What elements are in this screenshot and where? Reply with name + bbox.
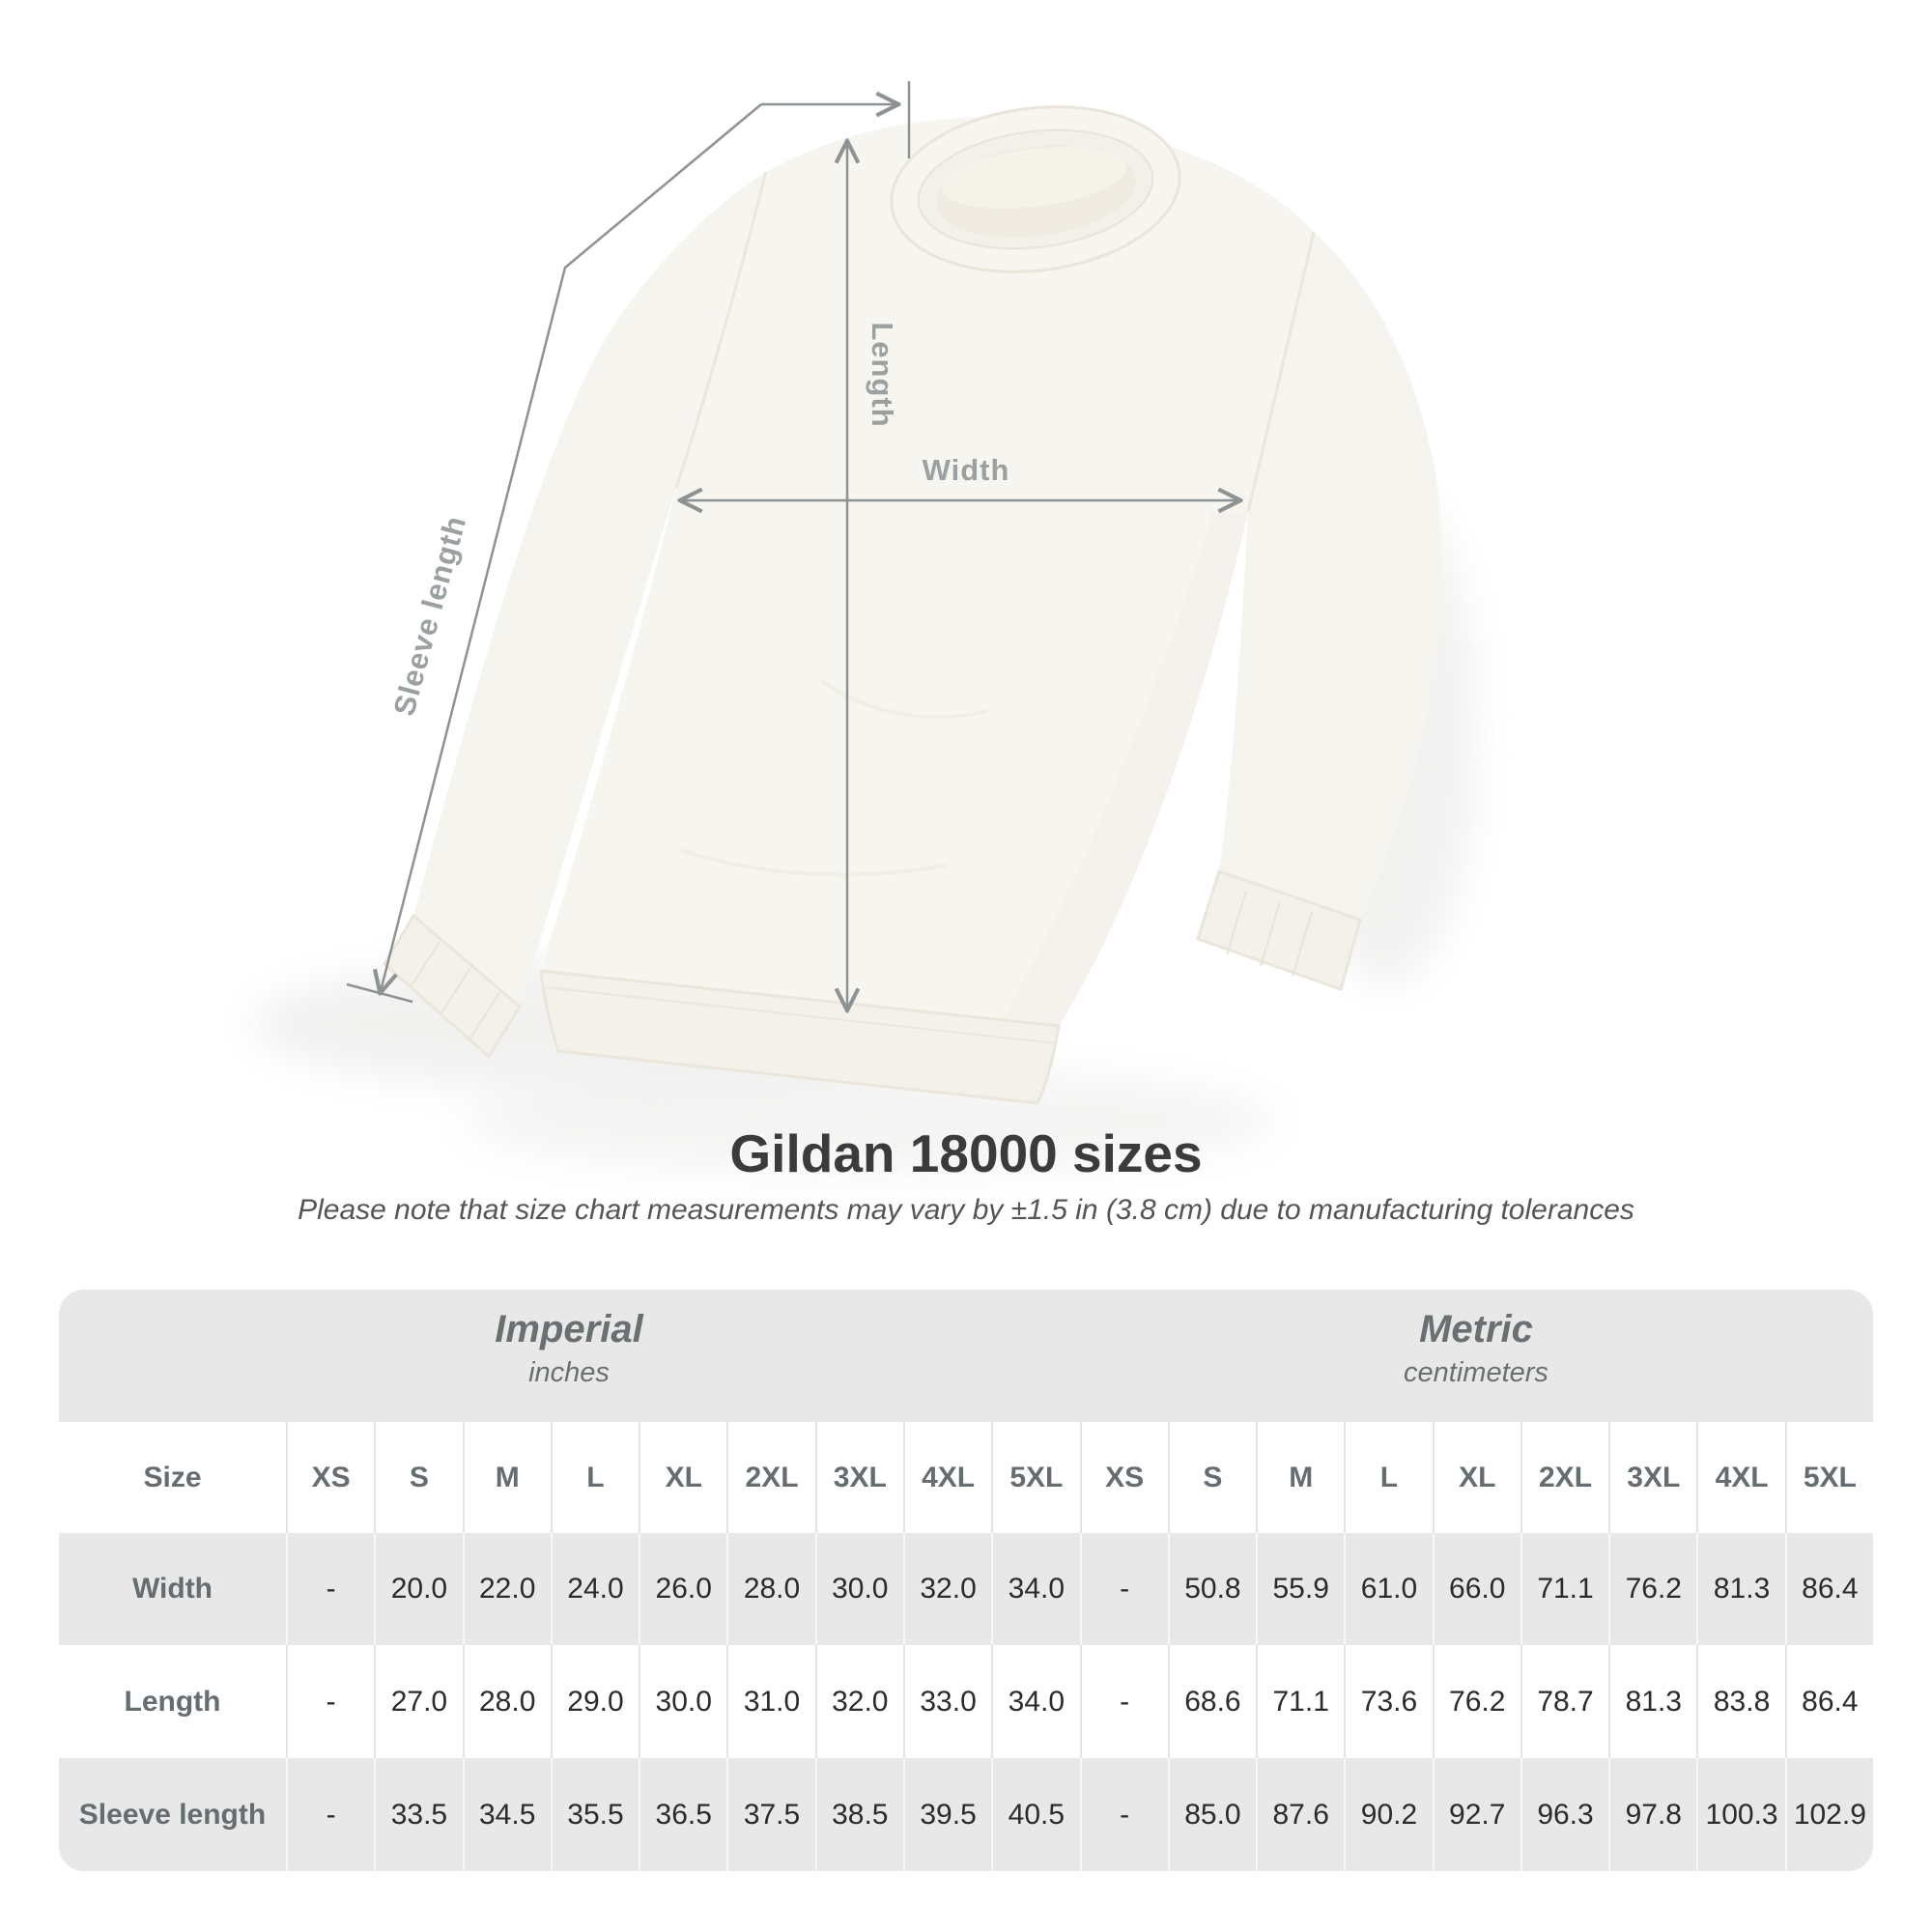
measurement-cell: -: [1080, 1645, 1168, 1758]
measurement-cell: 100.3: [1696, 1758, 1784, 1871]
size-column-header: XL: [1433, 1422, 1520, 1533]
measurement-cell: 73.6: [1344, 1645, 1432, 1758]
imperial-header: [59, 1290, 1079, 1422]
measurement-cell: 96.3: [1520, 1758, 1608, 1871]
measurement-cell: 50.8: [1168, 1533, 1256, 1645]
measurement-cell: 32.0: [815, 1645, 903, 1758]
measurement-cell: 40.5: [991, 1758, 1079, 1871]
metric-header: [1079, 1290, 1873, 1422]
unit-header-band: [59, 1290, 1873, 1422]
measurement-cell: -: [1080, 1533, 1168, 1645]
measurement-cell: 87.6: [1256, 1758, 1344, 1871]
size-column-header: S: [1168, 1422, 1256, 1533]
length-label: Length: [866, 322, 899, 428]
page-subtitle: Please note that size chart measurements may vary by ±1.5 in (3.8 cm) due to manufacturing tolerances: [298, 1194, 1634, 1226]
measurement-cell: -: [286, 1533, 374, 1645]
measurement-cell: 78.7: [1520, 1645, 1608, 1758]
imperial-unit-sub: inches: [528, 1357, 610, 1388]
measurement-cell: 85.0: [1168, 1758, 1256, 1871]
measurement-cell: 37.5: [726, 1758, 814, 1871]
measurement-cell: 90.2: [1344, 1758, 1432, 1871]
measurement-cell: 92.7: [1433, 1758, 1520, 1871]
size-column-header: L: [551, 1422, 639, 1533]
measurement-cell: 33.0: [903, 1645, 991, 1758]
measurement-cell: 27.0: [374, 1645, 462, 1758]
measurement-cell: 76.2: [1608, 1533, 1696, 1645]
measurement-cell: 31.0: [726, 1645, 814, 1758]
measurement-cell: 28.0: [726, 1533, 814, 1645]
measurement-cell: 36.5: [639, 1758, 726, 1871]
measurement-cell: 81.3: [1608, 1645, 1696, 1758]
measurement-cell: 28.0: [463, 1645, 551, 1758]
measurement-cell: 97.8: [1608, 1758, 1696, 1871]
size-column-header: L: [1344, 1422, 1432, 1533]
measurement-cell: 66.0: [1433, 1533, 1520, 1645]
measurement-cell: 55.9: [1256, 1533, 1344, 1645]
measurement-cell: 76.2: [1433, 1645, 1520, 1758]
measurement-cell: 68.6: [1168, 1645, 1256, 1758]
measurement-cell: -: [286, 1758, 374, 1871]
size-table: [59, 1290, 1873, 1871]
measurement-cell: 26.0: [639, 1533, 726, 1645]
measurement-cell: -: [1080, 1758, 1168, 1871]
measurement-cell: 86.4: [1785, 1533, 1873, 1645]
size-column-header: Size: [59, 1422, 286, 1533]
metric-unit-sub: centimeters: [1404, 1357, 1548, 1388]
size-column-header: XS: [1080, 1422, 1168, 1533]
size-column-header: 3XL: [1608, 1422, 1696, 1533]
measurement-cell: -: [286, 1645, 374, 1758]
measurement-cell: 29.0: [551, 1645, 639, 1758]
size-column-header: 2XL: [726, 1422, 814, 1533]
size-column-header: 4XL: [903, 1422, 991, 1533]
size-column-header: XS: [286, 1422, 374, 1533]
size-column-header: 5XL: [991, 1422, 1079, 1533]
measurement-cell: 39.5: [903, 1758, 991, 1871]
row-label: Sleeve length: [59, 1758, 286, 1871]
measurement-cell: 35.5: [551, 1758, 639, 1871]
measurement-cell: 30.0: [639, 1645, 726, 1758]
page-title: Gildan 18000 sizes: [729, 1123, 1203, 1183]
imperial-label: Imperial: [495, 1308, 643, 1350]
measurement-cell: 30.0: [815, 1533, 903, 1645]
row-label: Length: [59, 1645, 286, 1758]
measurement-cell: 24.0: [551, 1533, 639, 1645]
measurement-cell: 71.1: [1256, 1645, 1344, 1758]
measurement-cell: 34.0: [991, 1533, 1079, 1645]
measurement-cell: 22.0: [463, 1533, 551, 1645]
metric-label: Metric: [1419, 1308, 1533, 1350]
sweatshirt-illustration: [384, 91, 1442, 1103]
size-table-grid: [59, 1422, 1873, 1871]
width-label: Width: [922, 453, 1010, 487]
measurement-cell: 38.5: [815, 1758, 903, 1871]
measurement-cell: 34.5: [463, 1758, 551, 1871]
size-column-header: M: [1256, 1422, 1344, 1533]
measurement-cell: 83.8: [1696, 1645, 1784, 1758]
size-column-header: S: [374, 1422, 462, 1533]
measurement-cell: 33.5: [374, 1758, 462, 1871]
measurement-cell: 102.9: [1785, 1758, 1873, 1871]
size-column-header: 2XL: [1520, 1422, 1608, 1533]
size-column-header: 3XL: [815, 1422, 903, 1533]
measurement-cell: 32.0: [903, 1533, 991, 1645]
row-label: Width: [59, 1533, 286, 1645]
measurement-cell: 61.0: [1344, 1533, 1432, 1645]
size-column-header: 5XL: [1785, 1422, 1873, 1533]
size-column-header: XL: [639, 1422, 726, 1533]
size-column-header: M: [463, 1422, 551, 1533]
measurement-cell: 71.1: [1520, 1533, 1608, 1645]
measurement-cell: 86.4: [1785, 1645, 1873, 1758]
measurement-cell: 20.0: [374, 1533, 462, 1645]
measurement-cell: 81.3: [1696, 1533, 1784, 1645]
size-column-header: 4XL: [1696, 1422, 1784, 1533]
measurement-cell: 34.0: [991, 1645, 1079, 1758]
sleeve-length-label: Sleeve length: [386, 511, 473, 720]
